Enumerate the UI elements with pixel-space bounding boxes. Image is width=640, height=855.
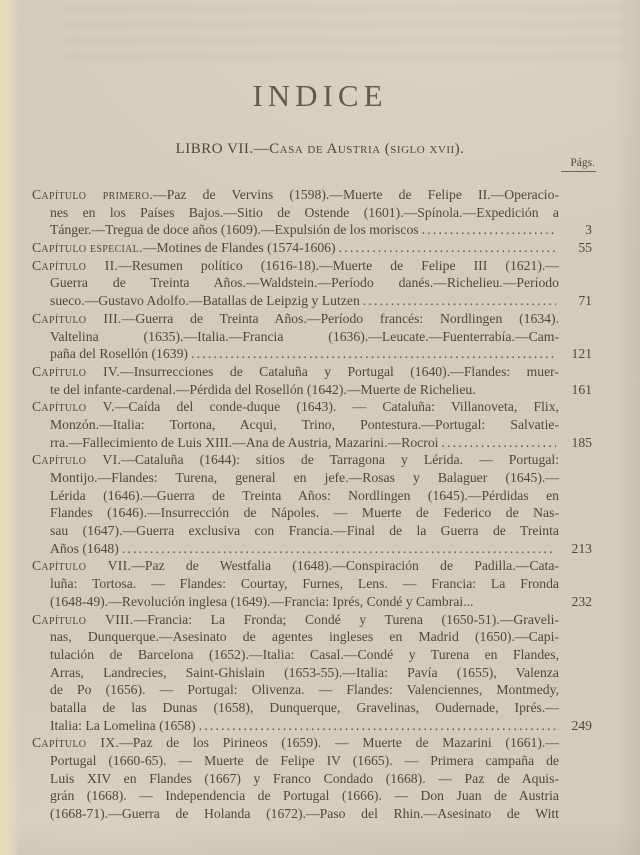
toc-line-text: paña del Rosellón (1639) <box>50 346 188 362</box>
toc-line <box>32 239 592 257</box>
toc-line: nes en los Países Bajos.—Sitio de Ostende (1601).—Spínola.—Expedición a <box>50 204 559 220</box>
page-bleedthrough-texture <box>66 6 626 68</box>
toc-entry <box>32 310 592 363</box>
toc-line <box>32 540 592 558</box>
toc-line: Capítulo III.—Guerra de Treinta Años.—Período francés: Nordlingen (1634). <box>32 310 559 326</box>
toc-line: tulación de Barcelona (1652).—Italia: Casal.—Condé y Turena en Flandes, <box>50 646 559 662</box>
page-number: 161 <box>571 381 592 397</box>
page-column-header: Págs. <box>561 157 596 172</box>
subtitle-smallcaps: Casa de Austria (siglo xvii). <box>269 141 465 157</box>
toc-line: Capítulo VIII.—Francia: La Fronda; Condé y Turena (1650-51).—Graveli- <box>32 611 559 627</box>
toc-entry <box>32 186 592 239</box>
toc-line-text: Tánger.—Tregua de doce años (1609).—Expulsión de los moriscos <box>50 222 419 238</box>
chapter-label: Capítulo II. <box>32 257 119 273</box>
page-number: 213 <box>571 540 592 556</box>
toc-line: sau (1647).—Guerra exclusiva con Francia.—Final de la Guerra de Treinta <box>50 523 559 539</box>
toc-line-text: rra.—Fallecimiento de Luis XIII.—Ana de Austria, Mazarini.—Rocroi <box>50 434 439 450</box>
dot-leader <box>199 717 556 735</box>
toc-entry <box>32 451 592 557</box>
dot-leader <box>339 239 556 257</box>
toc-line: Arras, Landrecies, Saint-Ghislain (1653-55).—Italia: Pavía (1655), Valenza <box>50 664 559 680</box>
chapter-label: Capítulo especial. <box>32 240 143 256</box>
chapter-label: Capítulo VII. <box>32 558 132 574</box>
dot-leader <box>441 434 556 452</box>
toc-entry <box>32 611 592 735</box>
chapter-label: Capítulo V. <box>32 399 115 415</box>
toc-line-text: Italia: La Lomelina (1658) <box>50 717 196 733</box>
page-number: 185 <box>571 434 592 450</box>
toc-entry <box>32 557 592 610</box>
toc-line: nas, Dunquerque.—Asesinato de agentes ingleses en Madrid (1650).—Capi- <box>50 629 559 645</box>
book-subtitle <box>0 141 640 158</box>
toc-line: Montijo.—Flandes: Turena, general en jefe.—Rosas y Balaguer (1645).— <box>50 470 559 485</box>
page-number: 71 <box>578 293 592 309</box>
toc-entry <box>32 239 592 257</box>
page-number: 55 <box>578 240 592 256</box>
toc-line-text: te del infante-cardenal.—Pérdida del Rosellón (1642).—Muerte de Richelieu. <box>50 381 476 397</box>
toc-line: Capítulo VI.—Cataluña (1644): sitios de Tarragona y Lérida. — Portugal: <box>32 452 559 468</box>
toc-line-text: sueco.—Gustavo Adolfo.—Batallas de Leipzig y Lutzen <box>50 293 360 309</box>
toc-line: luña: Tortosa. — Flandes: Courtay, Furnes, Lens. — Francia: La Fronda <box>50 576 559 592</box>
toc-line <box>32 292 592 310</box>
toc-line: Capítulo IX.—Paz de los Pirineos (1659). — Muerte de Mazarini (1661).— <box>32 735 559 751</box>
page-number: 249 <box>571 717 592 733</box>
toc-line: Capítulo primero.—Paz de Vervins (1598).—Muerte de Felipe II.—Operacio- <box>32 187 559 202</box>
toc-entry <box>32 734 592 822</box>
toc-line: de Po (1656). — Portugal: Olivenza. — Flandes: Valenciennes, Montmedy, <box>50 682 559 698</box>
toc-line: Lérida (1646).—Guerra de Treinta Años: Nordlingen (1645).—Pérdidas en <box>50 487 559 503</box>
toc-line: Capítulo IV.—Insurrecciones de Cataluña y Portugal (1640).—Flandes: muer- <box>32 363 559 379</box>
page-title: INDICE <box>252 78 388 113</box>
toc-line: batalla de las Dunas (1658), Dunquerque, Gravelinas, Oudernade, Iprés.— <box>50 699 559 715</box>
chapter-label: Capítulo VI. <box>32 452 122 468</box>
toc-line: Valtelina (1635).—Italia.—Francia (1636).—Leucate.—Fuenterrabía.—Cam- <box>50 328 559 344</box>
toc-line: Flandes (1646).—Insurrección de Nápoles. — Muerte de Federico de Nas- <box>50 505 559 521</box>
table-of-contents <box>32 186 592 823</box>
toc-line: Portugal (1660-65). — Muerte de Felipe IV (1665). — Primera campaña de <box>50 753 559 768</box>
toc-line-text: Capítulo especial.—Motines de Flandes (1574-1606) <box>32 240 336 256</box>
toc-entry <box>32 363 592 398</box>
toc-line <box>32 434 592 452</box>
dot-leader <box>422 221 556 239</box>
subtitle-prefix: LIBRO VII.— <box>175 141 270 157</box>
toc-entry <box>32 398 592 451</box>
toc-line <box>32 717 592 735</box>
toc-line: Capítulo VII.—Paz de Westfalia (1648).—Conspiración de Padilla.—Cata- <box>32 558 559 574</box>
toc-line: Capítulo II.—Resumen político (1616-18).—Muerte de Felipe III (1621).— <box>32 257 559 273</box>
toc-line: (1668-71).—Guerra de Holanda (1672).—Paso del Rhin.—Asesinato de Witt <box>50 806 559 822</box>
toc-line: Guerra de Treinta Años.—Waldstein.—Período danés.—Richelieu.—Período <box>50 275 559 291</box>
page-number: 3 <box>585 222 592 238</box>
page-number: 121 <box>571 346 592 362</box>
chapter-label: Capítulo VIII. <box>32 611 134 627</box>
chapter-label: Capítulo III. <box>32 310 122 326</box>
toc-line: Luis XIV en Flandes (1667) y Franco Condado (1668). — Paz de Aquis- <box>50 770 559 786</box>
page-number: 232 <box>571 593 592 609</box>
toc-line <box>32 593 592 611</box>
dot-leader <box>363 292 556 310</box>
toc-line-text: (1648-49).—Revolución inglesa (1649).—Francia: Iprés, Condé y Cambrai... <box>50 593 474 609</box>
toc-line <box>32 345 592 363</box>
toc-line: Capítulo V.—Caída del conde-duque (1643). — Cataluña: Villanoveta, Flix, <box>32 399 560 415</box>
dot-leader <box>122 540 556 558</box>
toc-line-text: Años (1648) <box>50 540 119 556</box>
toc-line: Monzón.—Italia: Tortona, Acqui, Trino, Pontestura.—Portugal: Salvatie- <box>50 416 559 432</box>
chapter-label: Capítulo primero. <box>32 187 154 202</box>
chapter-label: Capítulo IV. <box>32 363 120 379</box>
toc-entry <box>32 257 592 310</box>
chapter-label: Capítulo IX. <box>32 735 120 751</box>
toc-line <box>32 381 592 399</box>
dot-leader <box>191 345 556 363</box>
toc-line: grán (1668). — Independencia de Portugal (1666). — Don Juan de Austria <box>50 788 559 804</box>
toc-line <box>32 221 592 239</box>
